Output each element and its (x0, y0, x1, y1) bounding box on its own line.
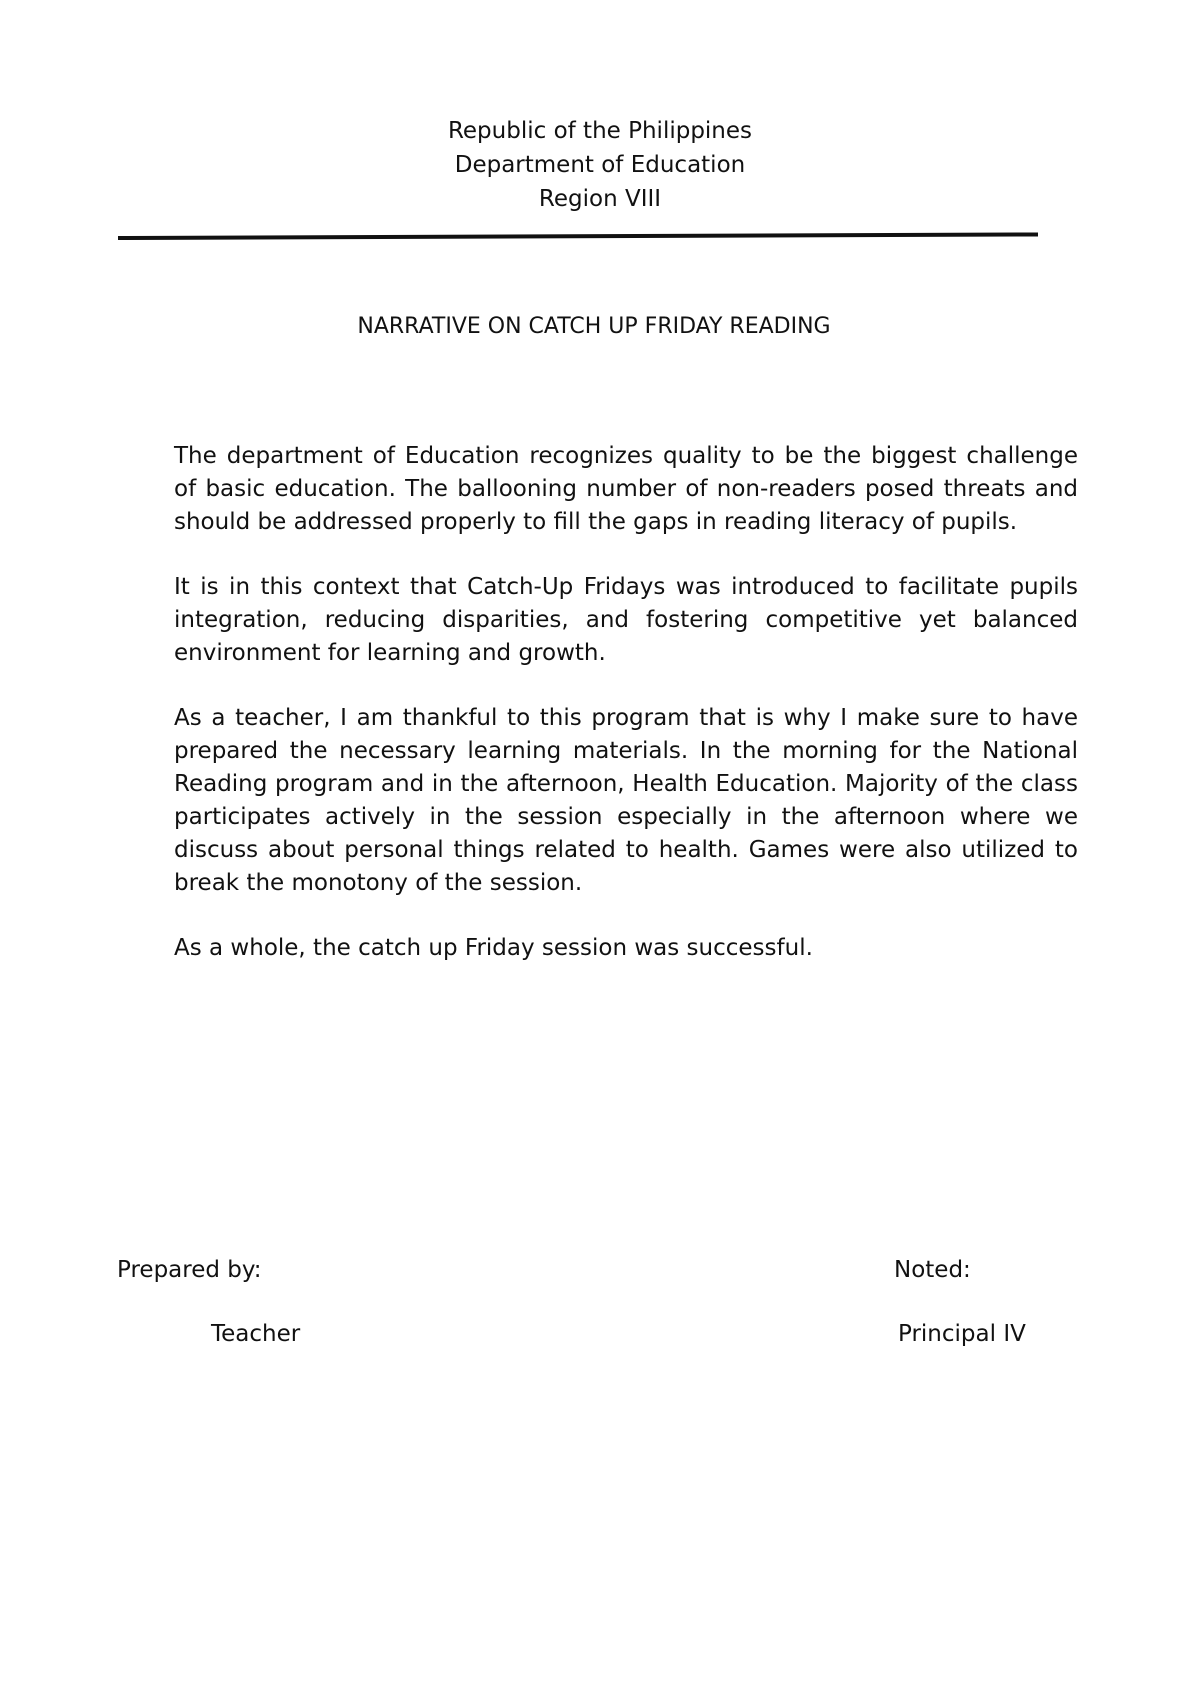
prepared-by-label: Prepared by: (117, 1257, 262, 1283)
letterhead-country: Republic of the Philippines (447, 118, 753, 144)
paragraph-1: The department of Education recognizes quality to be the biggest challenge of basic education. The ballooning number of non-readers posed threats and should be addressed properly to fill the gaps in reading literacy of pupils. (174, 443, 1078, 535)
preparer-role: Teacher (211, 1321, 301, 1347)
letterhead-department: Department of Education (454, 152, 746, 178)
narrative-body (174, 440, 1078, 997)
letterhead (0, 114, 1200, 216)
paragraph-3: As a teacher, I am thankful to this program that is why I make sure to have prepared the necessary learning materials. In the morning for the National Reading program and in the afternoon, Health Education. Majority of the class participates actively in the session especially in the afternoon where we discuss about personal things related to health. Games were also utilized to break the monotony of the session. (174, 705, 1078, 896)
paragraph-2: It is in this context that Catch-Up Fridays was introduced to facilitate pupils integration, reducing disparities, and fostering competitive yet balanced environment for learning and growth. (174, 574, 1078, 666)
noted-label: Noted: (894, 1257, 971, 1283)
document-title: NARRATIVE ON CATCH UP FRIDAY READING (357, 314, 831, 339)
letterhead-divider (118, 232, 1038, 240)
letterhead-region: Region VIII (538, 186, 662, 212)
paragraph-4: As a whole, the catch up Friday session was successful. (174, 935, 813, 961)
noter-role: Principal IV (898, 1321, 1026, 1347)
